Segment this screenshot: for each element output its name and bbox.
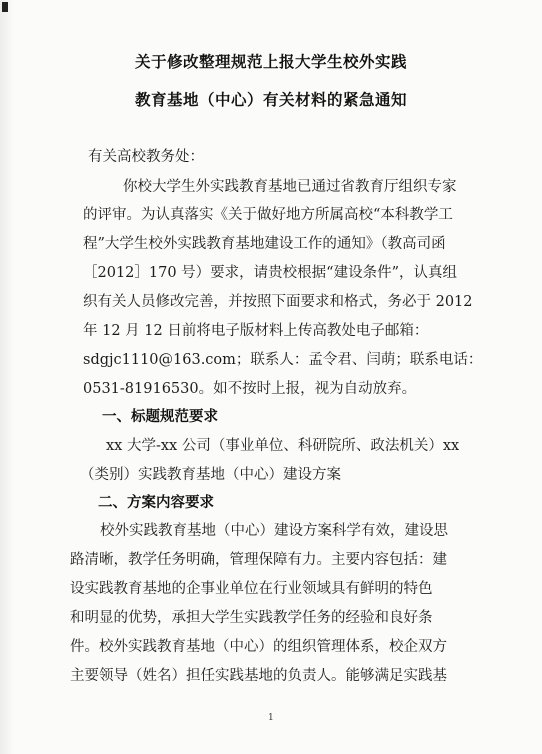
paragraph-1-line: ［2012］170 号）要求，请贵校根据“建设条件”，认真组 bbox=[83, 265, 458, 281]
page-number: 1 bbox=[268, 713, 274, 723]
paragraph-1-line: 程”大学生校外实践教育基地建设工作的通知》（教高司函 bbox=[83, 236, 446, 252]
section-heading-2: 二、方案内容要求 bbox=[98, 495, 214, 511]
scan-shadow bbox=[0, 0, 14, 754]
section-2-line: 校外实践教育基地（中心）建设方案科学有效，建设思 bbox=[100, 523, 448, 539]
salutation: 有关高校教务处： bbox=[88, 149, 204, 165]
paragraph-1-line: 织有关人员修改完善，并按照下面要求和格式，务必于 2012 bbox=[83, 294, 473, 310]
title-line-1: 关于修改整理规范上报大学生校外实践 bbox=[134, 53, 407, 71]
section-2-line: 和明显的优势，承担大学生实践教学任务的经验和良好条 bbox=[70, 610, 433, 626]
section-1-line: （类别）实践教育基地（中心）建设方案 bbox=[80, 467, 341, 483]
section-2-line: 件。校外实践教育基地（中心）的组织管理体系，校企双方 bbox=[70, 639, 447, 655]
paragraph-1-line: 0531-81916530。如不按时上报，视为自动放弃。 bbox=[83, 381, 417, 397]
scan-corner-mark bbox=[2, 2, 8, 12]
paragraph-1-line: sdgjc1110@163.com；联系人：孟令君、闫萌；联系电话： bbox=[83, 352, 483, 368]
section-2-line: 设实践教育基地的企事业单位在行业领域具有鲜明的特色 bbox=[70, 581, 433, 597]
title-line-2: 教育基地（中心）有关材料的紧急通知 bbox=[134, 91, 407, 109]
section-2-line: 主要领导（姓名）担任实践基地的负责人。能够满足实践基 bbox=[70, 668, 447, 684]
paragraph-1-line: 的评审。为认真落实《关于做好地方所属高校“本科教学工 bbox=[83, 207, 453, 223]
section-2-line: 路清晰，教学任务明确，管理保障有力。主要内容包括：建 bbox=[70, 552, 447, 568]
paragraph-1-line: 你校大学生外实践教育基地已通过省教育厅组织专家 bbox=[123, 179, 457, 195]
section-1-line: xx 大学-xx 公司（事业单位、科研院所、政法机关）xx bbox=[106, 438, 460, 454]
section-heading-1: 一、标题规范要求 bbox=[102, 409, 218, 425]
paragraph-1-line: 年 12 月 12 日前将电子版材料上传高教处电子邮箱： bbox=[83, 323, 429, 339]
